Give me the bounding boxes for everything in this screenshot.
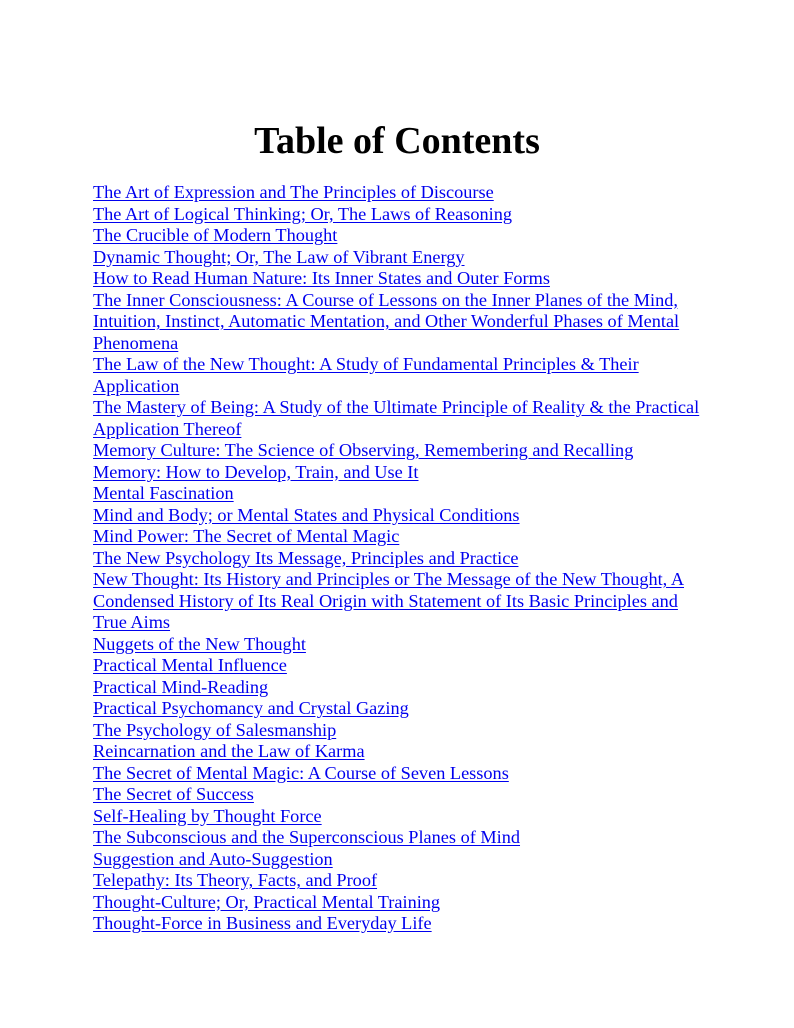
toc-entry [93, 655, 713, 677]
toc-link[interactable]: Practical Mind-Reading [93, 676, 269, 697]
toc-entry [93, 849, 713, 871]
toc-entry [93, 892, 713, 914]
toc-entry [93, 827, 713, 849]
toc-link[interactable]: The Art of Expression and The Principles of Discourse [93, 182, 494, 202]
toc-entry [93, 784, 713, 806]
toc-link[interactable]: The Crucible of Modern Thought [93, 225, 338, 245]
toc-entry [93, 806, 713, 828]
toc-link[interactable]: Thought-Culture; Or, Practical Mental Training [93, 891, 441, 912]
toc-entry [93, 462, 713, 484]
toc-entry [93, 483, 713, 505]
toc-entry [93, 913, 713, 935]
toc-link[interactable]: Telepathy: Its Theory, Facts, and Proof [93, 870, 378, 890]
toc-link[interactable]: Self-Healing by Thought Force [93, 805, 322, 826]
toc-link[interactable]: The Mastery of Being: A Study of the Ultimate Principle of Reality & the Practical Application Thereof [93, 397, 700, 439]
toc-link[interactable]: How to Read Human Nature: Its Inner States and Outer Forms [93, 268, 550, 288]
toc-link[interactable]: The Art of Logical Thinking; Or, The Laws of Reasoning [93, 203, 512, 224]
toc-entry [93, 741, 713, 763]
toc-link[interactable]: Dynamic Thought; Or, The Law of Vibrant Energy [93, 246, 465, 267]
toc-entry [93, 526, 713, 548]
toc-entry [93, 182, 713, 204]
toc-link[interactable]: Suggestion and Auto-Suggestion [93, 848, 333, 869]
table-of-contents [93, 182, 713, 935]
toc-entry [93, 720, 713, 742]
page-title: Table of Contents [254, 120, 540, 162]
toc-link[interactable]: Mind Power: The Secret of Mental Magic [93, 526, 400, 546]
toc-link[interactable]: Practical Psychomancy and Crystal Gazing [93, 698, 409, 718]
toc-link[interactable]: The New Psychology Its Message, Principles and Practice [93, 547, 519, 568]
toc-link[interactable]: Thought-Force in Business and Everyday Life [93, 913, 432, 933]
toc-entry [93, 677, 713, 699]
toc-link[interactable]: The Law of the New Thought: A Study of Fundamental Principles & Their Application [93, 354, 639, 396]
toc-link[interactable]: Mind and Body; or Mental States and Physical Conditions [93, 504, 520, 525]
toc-entry [93, 634, 713, 656]
toc-link[interactable]: Memory: How to Develop, Train, and Use It [93, 461, 419, 482]
toc-link[interactable]: Nuggets of the New Thought [93, 633, 306, 654]
toc-entry [93, 225, 713, 247]
toc-entry [93, 204, 713, 226]
toc-entry [93, 569, 713, 634]
toc-link[interactable]: The Secret of Mental Magic: A Course of Seven Lessons [93, 762, 509, 783]
toc-entry [93, 290, 713, 355]
toc-entry [93, 354, 713, 397]
toc-entry [93, 397, 713, 440]
toc-entry [93, 698, 713, 720]
toc-entry [93, 763, 713, 785]
toc-link[interactable]: Practical Mental Influence [93, 655, 287, 675]
toc-link[interactable]: Mental Fascination [93, 483, 234, 503]
toc-link[interactable]: Reincarnation and the Law of Karma [93, 741, 365, 761]
toc-entry [93, 268, 713, 290]
toc-link[interactable]: The Inner Consciousness: A Course of Lessons on the Inner Planes of the Mind, Intuition, Instinct, Automatic Mentation, and Other Wonderful Phases of Mental Phenomena [93, 289, 680, 353]
toc-entry [93, 548, 713, 570]
toc-link[interactable]: Memory Culture: The Science of Observing, Remembering and Recalling [93, 440, 634, 460]
toc-link[interactable]: The Secret of Success [93, 784, 254, 804]
toc-entry [93, 505, 713, 527]
toc-link[interactable]: The Subconscious and the Superconscious Planes of Mind [93, 827, 521, 847]
toc-entry [93, 870, 713, 892]
toc-link[interactable]: New Thought: Its History and Principles or The Message of the New Thought, A Condensed History of Its Real Origin with Statement of Its Basic Principles and True Aims [93, 569, 685, 632]
toc-link[interactable]: The Psychology of Salesmanship [93, 719, 337, 740]
toc-entry [93, 440, 713, 462]
toc-entry [93, 247, 713, 269]
